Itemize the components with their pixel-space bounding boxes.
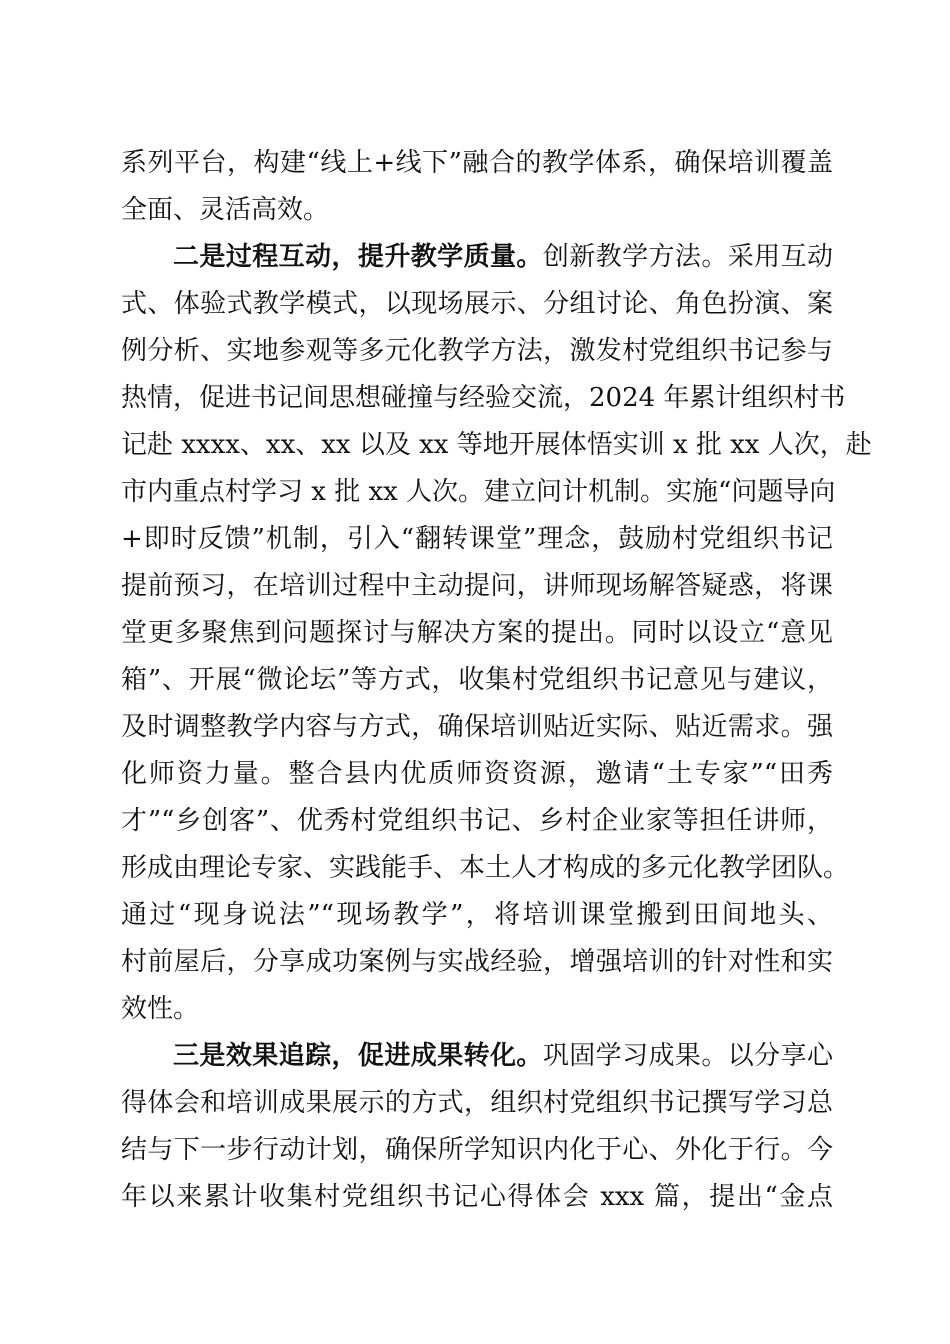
text-line: 热情，促进书记间思想碰撞与经验交流，2024 年累计组织村书	[121, 383, 846, 413]
paragraph-first-line	[121, 1033, 833, 1080]
text-line: 村前屋后，分享成功案例与实战经验，增强培训的针对性和实	[121, 947, 833, 977]
paragraph-1	[121, 140, 833, 234]
text-line: 通过“现身说法”“现场教学”，将培训课堂搬到田间地头、	[121, 900, 833, 930]
paragraph-lead: 三是效果追踪，促进成果转化。	[173, 1041, 543, 1071]
paragraph-2	[121, 234, 872, 1033]
paragraph-lead: 二是过程互动，提升教学质量。	[173, 242, 543, 272]
text-line: 得体会和培训成果展示的方式，组织村党组织书记撰写学习总	[121, 1088, 833, 1118]
text-line: 堂更多聚焦到问题探讨与解决方案的提出。同时以设立“意见	[121, 618, 833, 648]
text-line: 形成由理论专家、实践能手、本土人才构成的多元化教学团队。	[121, 853, 850, 883]
paragraph-first-line	[121, 234, 833, 281]
text-line: 箱”、开展“微论坛”等方式，收集村党组织书记意见与建议，	[121, 665, 833, 695]
document-body	[121, 140, 872, 1221]
text-line: 全面、灵活高效。	[121, 195, 330, 225]
text-span: 巩固学习成果。以分享心	[542, 1041, 833, 1071]
text-line: +即时反馈”机制，引入“翻转课堂”理念，鼓励村党组织书记	[121, 524, 833, 554]
text-line: 市内重点村学习 x 批 xx 人次。建立问计机制。实施“问题导向	[121, 477, 836, 507]
text-line: 系列平台，构建“线上+线下”融合的教学体系，确保培训覆盖	[121, 148, 833, 178]
text-line: 效性。	[121, 994, 200, 1024]
text-span: 创新教学方法。采用互动	[542, 242, 833, 272]
text-line: 提前预习，在培训过程中主动提问，讲师现场解答疑惑，将课	[121, 571, 833, 601]
paragraph-3	[121, 1033, 833, 1221]
text-line: 化师资力量。整合县内优质师资资源，邀请“土专家”“田秀	[121, 759, 833, 789]
text-line: 式、体验式教学模式，以现场展示、分组讨论、角色扮演、案	[121, 289, 833, 319]
text-line: 年以来累计收集村党组织书记心得体会 xxx 篇，提出“金点	[121, 1182, 833, 1212]
text-line: 结与下一步行动计划，确保所学知识内化于心、外化于行。今	[121, 1135, 833, 1165]
text-line: 例分析、实地参观等多元化教学方法，激发村党组织书记参与	[121, 336, 833, 366]
text-line: 记赴 xxxx、xx、xx 以及 xx 等地开展体悟实训 x 批 xx 人次，赴	[121, 430, 872, 460]
text-line: 及时调整教学内容与方式，确保培训贴近实际、贴近需求。强	[121, 712, 833, 742]
text-line: 才”“乡创客”、优秀村党组织书记、乡村企业家等担任讲师，	[121, 806, 833, 836]
